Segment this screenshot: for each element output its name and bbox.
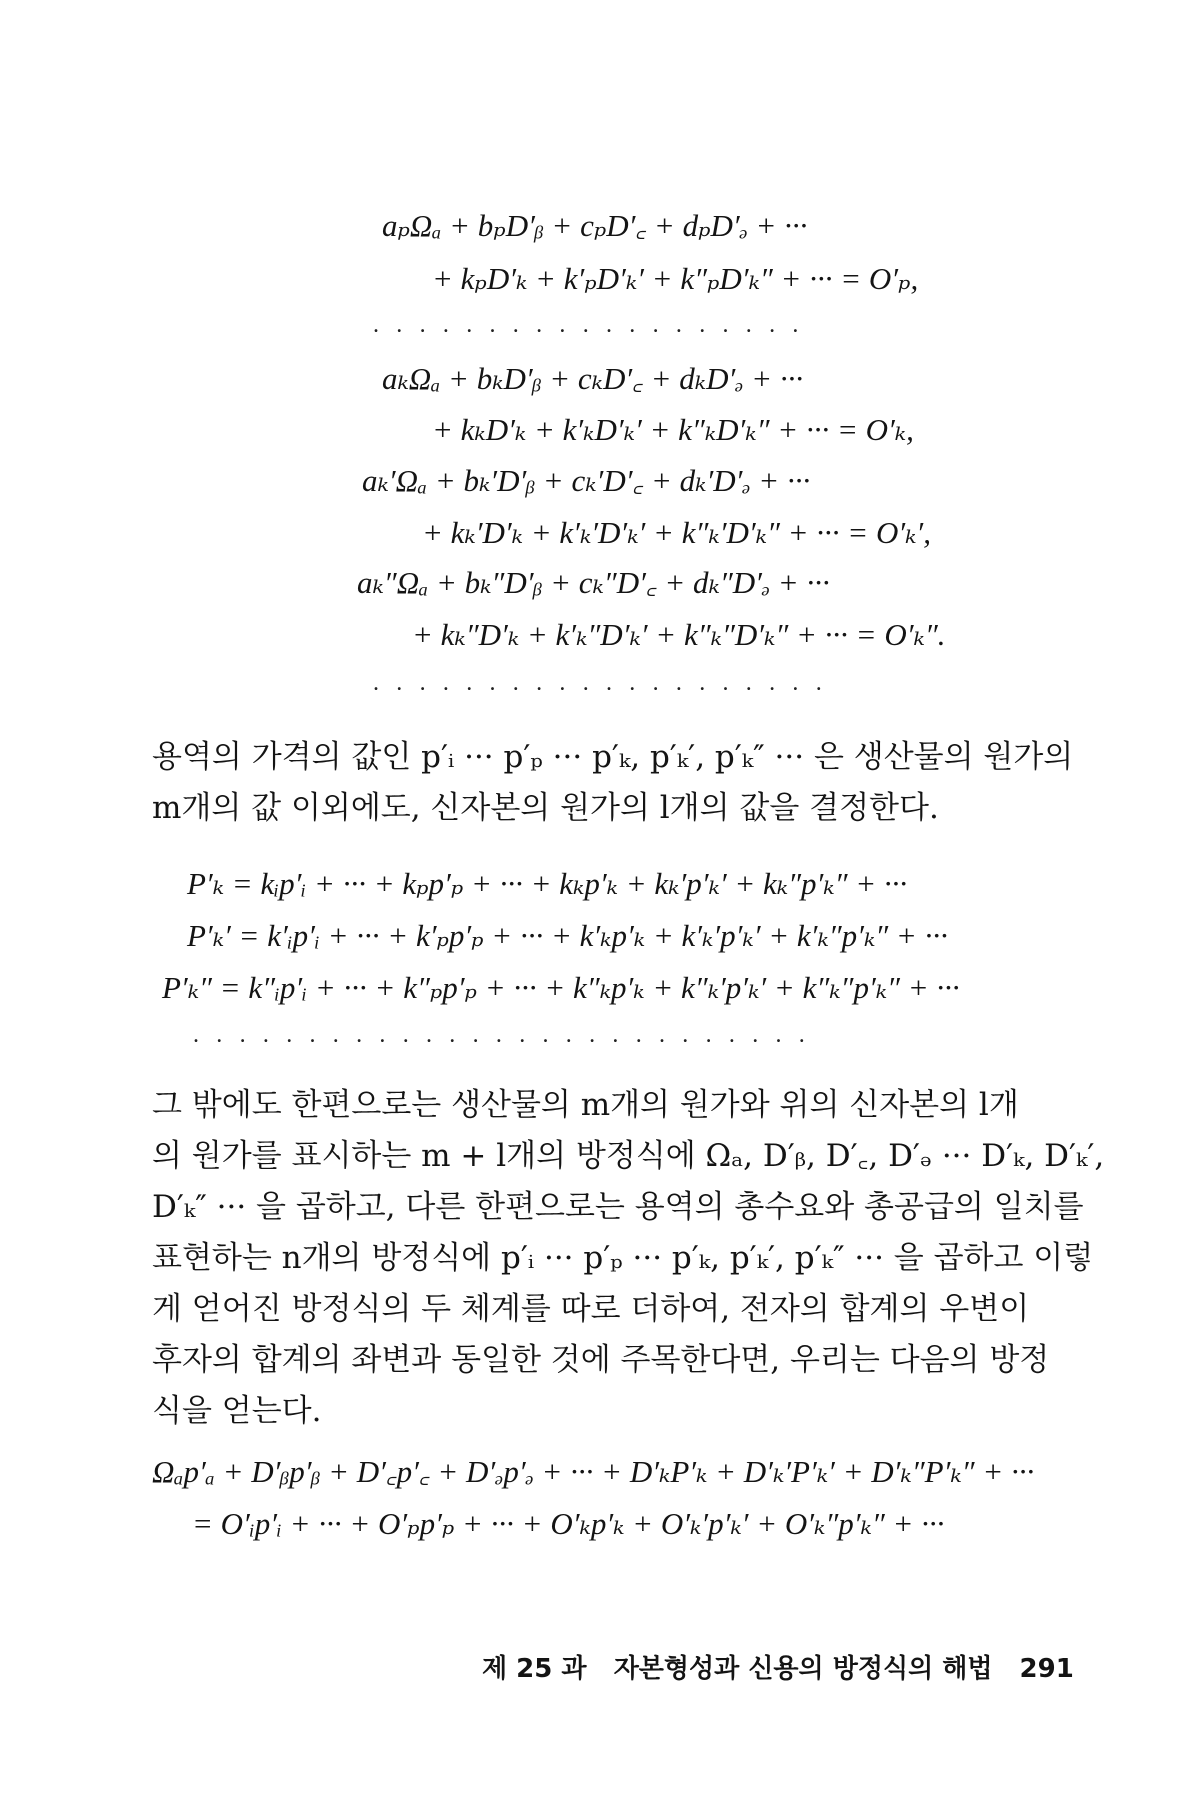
paragraph-line: 의 원가를 표시하는 m + l개의 방정식에 Ωₐ, D′ᵦ, D′꜀, D′ₔ ··· D′ₖ, D′ₖ′, [152, 1138, 1105, 1174]
chapter-number: 제 25 과 [482, 1654, 587, 1684]
page-footer [482, 1648, 1074, 1685]
equation-line: aₖ″Ωₐ + bₖ″D′ᵦ + cₖ″D′꜀ + dₖ″D′ₔ + ··· [357, 565, 830, 600]
page-number: 291 [1019, 1654, 1074, 1684]
equation-line: + kₖ″D′ₖ + k′ₖ″D′ₖ′ + k″ₖ″D′ₖ″ + ··· = O′ₖ″. [412, 617, 946, 652]
equation-line: Ωₐp′ₐ + D′ᵦp′ᵦ + D′꜀p′꜀ + D′ₔp′ₔ + ··· + D′ₖP′ₖ + D′ₖ′P′ₖ′ + D′ₖ″P′ₖ″ + ··· [152, 1454, 1035, 1489]
paragraph-line: D′ₖ″ ··· 을 곱하고, 다른 한편으로는 용역의 총수요와 총공급의 일치를 [152, 1189, 1084, 1225]
equation-line: + kₖ′D′ₖ + k′ₖ′D′ₖ′ + k″ₖ′D′ₖ″ + ··· = O′ₖ′, [422, 515, 931, 550]
equation-line: aₚΩₐ + bₚD′ᵦ + cₚD′꜀ + dₚD′ₔ + ··· [382, 208, 808, 243]
equation-line: P′ₖ″ = k″ᵢp′ᵢ + ··· + k″ₚp′ₚ + ··· + k″ₖp′ₖ + k″ₖ′p′ₖ′ + k″ₖ″p′ₖ″ + ··· [162, 970, 960, 1005]
chapter-title: 자본형성과 신용의 방정식의 해법 [613, 1654, 993, 1684]
ellipsis-row: ................... [373, 312, 816, 338]
equation-line: P′ₖ′ = k′ᵢp′ᵢ + ··· + k′ₚp′ₚ + ··· + k′ₖp′ₖ + k′ₖ′p′ₖ′ + k′ₖ″p′ₖ″ + ··· [187, 918, 948, 953]
paragraph-line: m개의 값 이외에도, 신자본의 원가의 l개의 값을 결정한다. [152, 790, 939, 826]
equation-line: + kₖD′ₖ + k′ₖD′ₖ′ + k″ₖD′ₖ″ + ··· = O′ₖ, [432, 412, 914, 447]
equation-line: P′ₖ = kᵢp′ᵢ + ··· + kₚp′ₚ + ··· + kₖp′ₖ + kₖ′p′ₖ′ + kₖ″p′ₖ″ + ··· [187, 866, 908, 901]
body-paragraph [152, 732, 1074, 834]
paragraph-line: 그 밖에도 한편으로는 생산물의 m개의 원가와 위의 신자본의 l개 [152, 1087, 1019, 1123]
body-paragraph [152, 1080, 1105, 1437]
equation-line: aₖ′Ωₐ + bₖ′D′ᵦ + cₖ′D′꜀ + dₖ′D′ₔ + ··· [362, 463, 811, 498]
paragraph-line: 용역의 가격의 값인 p′ᵢ ··· p′ₚ ··· p′ₖ, p′ₖ′, p′ₖ″ ··· 은 생산물의 원가의 [152, 739, 1074, 775]
paragraph-line: 표현하는 n개의 방정식에 p′ᵢ ··· p′ₚ ··· p′ₖ, p′ₖ′, p′ₖ″ ··· 을 곱하고 이렇 [152, 1240, 1094, 1276]
ellipsis-row: ........................... [193, 1022, 823, 1048]
equation-line: aₖΩₐ + bₖD′ᵦ + cₖD′꜀ + dₖD′ₔ + ··· [382, 361, 804, 396]
equation-line: + kₚD′ₖ + k′ₚD′ₖ′ + k″ₚD′ₖ″ + ··· = O′ₚ, [432, 261, 919, 296]
paragraph-line: 후자의 합계의 좌변과 동일한 것에 주목한다면, 우리는 다음의 방정 [152, 1342, 1050, 1378]
paragraph-line: 게 얻어진 방정식의 두 체계를 따로 더하여, 전자의 합계의 우변이 [152, 1291, 1030, 1327]
ellipsis-row: .................... [373, 670, 839, 696]
paragraph-line: 식을 얻는다. [152, 1393, 322, 1429]
equation-line: = O′ᵢp′ᵢ + ··· + O′ₚp′ₚ + ··· + O′ₖp′ₖ + O′ₖ′p′ₖ′ + O′ₖ″p′ₖ″ + ··· [192, 1506, 945, 1541]
